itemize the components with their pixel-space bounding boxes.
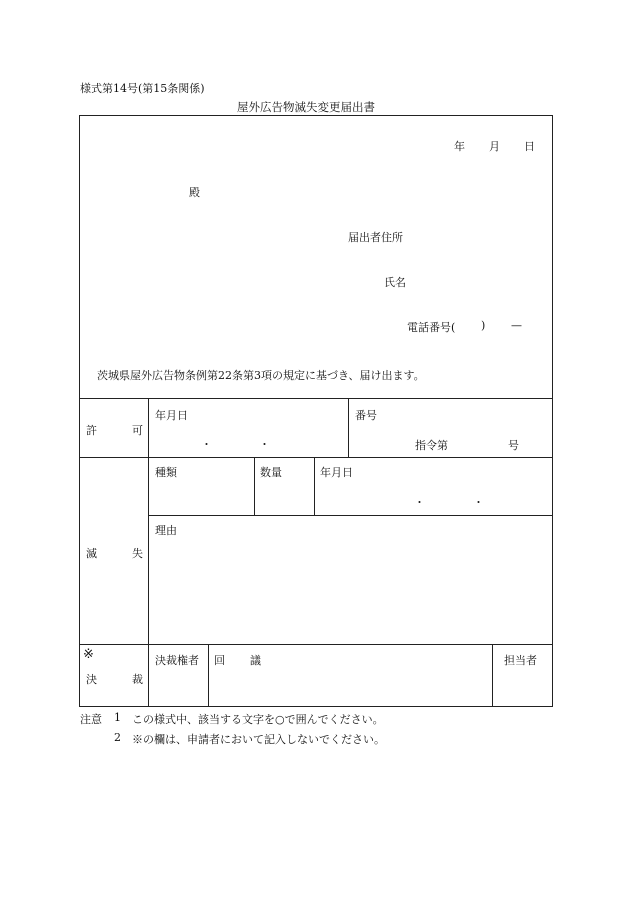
divider-reason [148,515,553,516]
divider-label-column [148,398,149,707]
note-1-text: この様式中、該当する文字を○で囲んでください。 [132,713,384,726]
decision-mark: ※ [83,647,94,662]
note-2-text: ※の欄は、申請者において記入しないでください。 [132,733,385,746]
border-right [552,115,553,707]
notes-heading: 注意 [80,713,102,726]
divider-decision-circulation [208,644,209,707]
border-left [79,115,80,707]
permit-number-label: 番号 [355,409,377,422]
divider-loss [79,457,553,458]
decision-label-right: 裁 [132,673,143,686]
decision-label-left: 決 [86,673,97,686]
decision-circulation-left: 回 [214,654,225,667]
applicant-phone-label: 電話番号( [407,321,456,334]
border-top [79,115,553,116]
permit-label-left: 許 [86,424,97,437]
permit-label-right: 可 [132,424,143,437]
form-title: 屋外広告物滅失変更届出書 [237,100,375,114]
loss-quantity-label: 数量 [260,466,282,479]
loss-reason-label: 理由 [155,524,177,537]
statement-text: 茨城県屋外広告物条例第22条第3項の規定に基づき、届け出ます。 [97,369,425,382]
divider-loss-quantity [254,457,255,516]
decision-person-label: 担当者 [504,654,537,667]
border-bottom [79,706,553,707]
permit-designation-prefix: 指令第 [415,439,448,452]
loss-label-left: 滅 [86,547,97,560]
permit-designation-suffix: 号 [508,439,519,452]
note-2-number: 2 [114,731,121,744]
loss-date-dot-1: ・ [414,496,425,509]
decision-circulation-right: 議 [250,654,261,667]
date-year-label: 年 [454,140,465,153]
divider-loss-date [314,457,315,516]
loss-date-label: 年月日 [320,466,353,479]
divider-decision-person [492,644,493,707]
loss-date-dot-2: ・ [473,496,484,509]
divider-permit-number [348,398,349,458]
applicant-address-label: 届出者住所 [348,231,403,244]
note-1-number: 1 [114,711,121,724]
loss-label-right: 失 [132,547,143,560]
decision-authority-label: 決裁権者 [155,654,199,667]
applicant-phone-dash: — [511,319,522,332]
date-day-label: 日 [524,140,535,153]
permit-date-dot-2: ・ [259,438,270,451]
permit-date-label: 年月日 [155,409,188,422]
applicant-name-label: 氏名 [384,276,406,289]
addressee-suffix: 殿 [189,186,200,199]
date-month-label: 月 [489,140,500,153]
divider-decision [79,644,553,645]
permit-date-dot-1: ・ [201,438,212,451]
form-id: 様式第14号(第15条関係) [80,82,205,95]
divider-permit [79,398,553,399]
loss-type-label: 種類 [155,466,177,479]
applicant-phone-close: ) [481,319,486,332]
